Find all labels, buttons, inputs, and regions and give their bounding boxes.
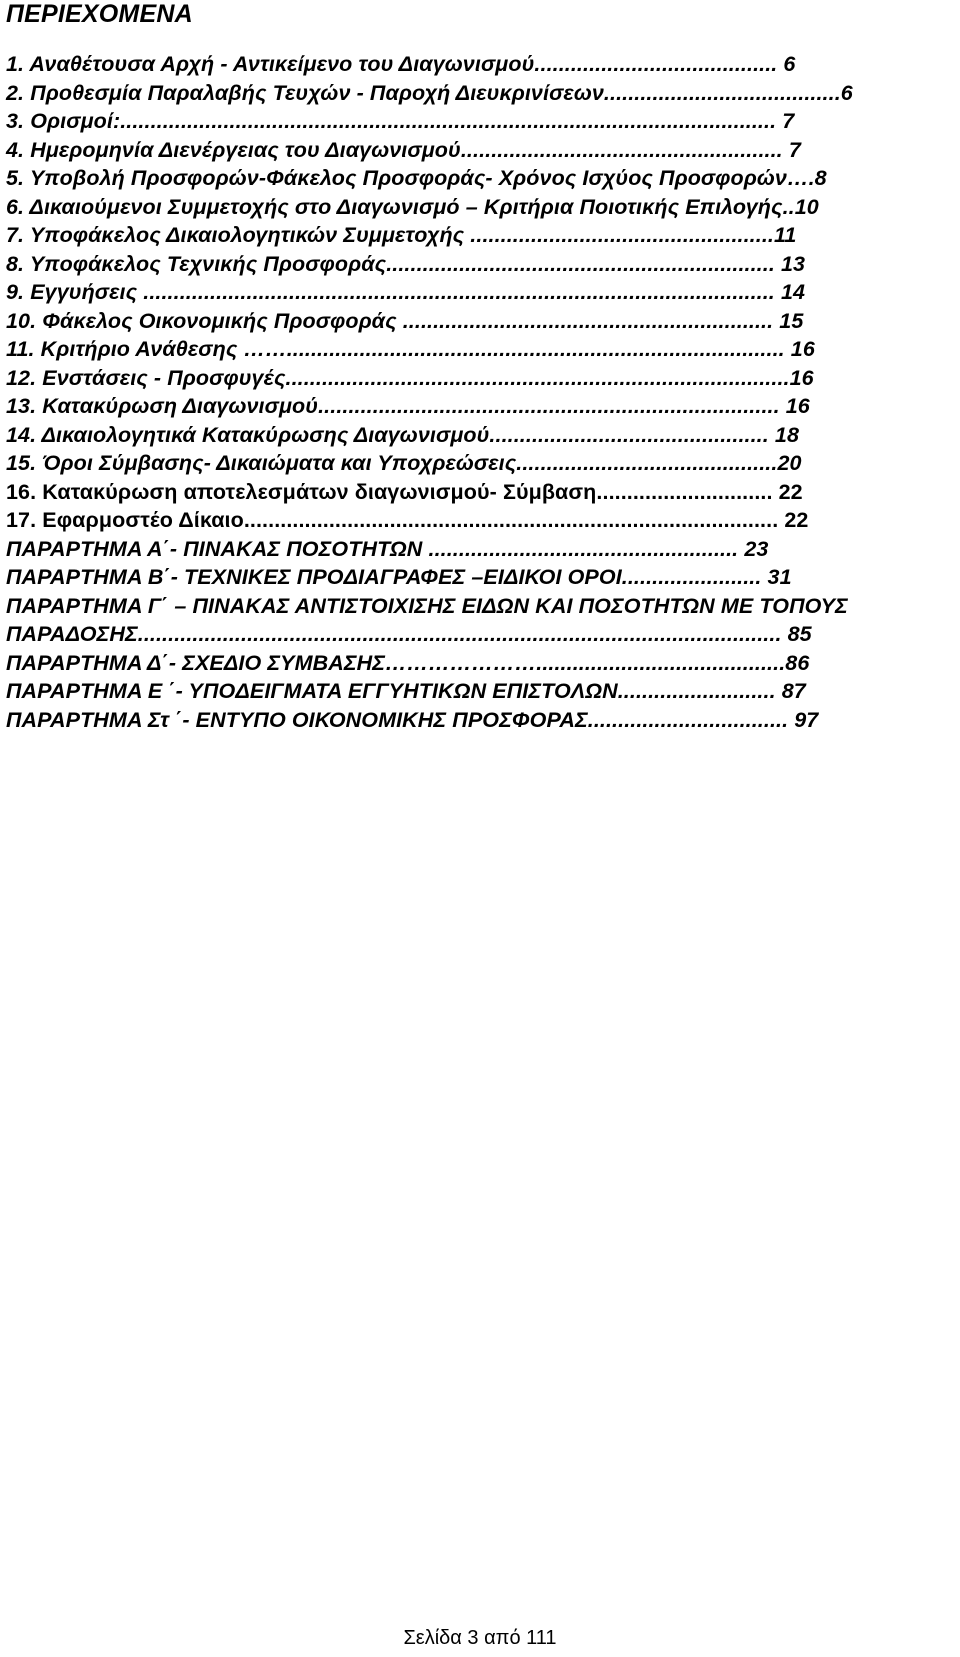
toc-entry[interactable] (6, 478, 946, 507)
toc-entry[interactable] (6, 421, 946, 450)
toc-entry[interactable] (6, 50, 946, 79)
toc-entry-text: ΠΑΡΑΡΤΗΜΑ Δ΄- ΣΧΕΔΙΟ ΣΥΜΒΑΣΗΣ………………….........................................86 (6, 650, 810, 675)
toc-entry[interactable] (6, 221, 946, 250)
toc-entry-text: 13. Κατακύρωση Διαγωνισμού............................................................................ 16 (6, 394, 810, 418)
toc-entry[interactable] (6, 620, 946, 649)
toc-entry[interactable] (6, 164, 946, 193)
toc-entry[interactable] (6, 506, 946, 535)
toc-entry-text: 1. Αναθέτουσα Αρχή - Αντικείμενο του Διαγωνισμού........................................ 6 (6, 52, 796, 76)
toc-entry[interactable] (6, 563, 946, 592)
page-footer: Σελίδα 3 από 111 (403, 1627, 557, 1649)
toc-entry-text: 14. Δικαιολογητικά Κατακύρωσης Διαγωνισμού.............................................. 18 (6, 422, 799, 447)
toc-entry-text: ΠΑΡΑΔΟΣΗΣ.......................................................................................................... 85 (6, 622, 812, 646)
toc-entry[interactable] (6, 649, 946, 678)
toc-entry-text: 16. Κατακύρωση αποτελεσμάτων διαγωνισμού- Σύμβαση............................. 22 (6, 479, 803, 504)
toc-entry-text: ΠΑΡΑΡΤΗΜΑ Β΄- ΤΕΧΝΙΚΕΣ ΠΡΟΔΙΑΓΡΑΦΕΣ –ΕΙΔΙΚΟΙ ΟΡΟΙ....................... 31 (6, 565, 792, 589)
toc-entry[interactable] (6, 278, 946, 307)
toc-entry-text: 3. Ορισμοί:............................................................................................................ 7 (6, 109, 795, 133)
toc-entry-text: ΠΑΡΑΡΤΗΜΑ Α΄- ΠΙΝΑΚΑΣ ΠΟΣΟΤΗΤΩΝ ................................................... 23 (6, 536, 769, 561)
toc-entry[interactable] (6, 193, 946, 222)
toc-entry[interactable] (6, 250, 946, 279)
toc-entry-text: 9. Εγγυήσεις ........................................................................................................ 14 (6, 280, 806, 304)
toc-entry-text: 11. Κριτήριο Ανάθεσης …….................................................................................. 16 (6, 337, 815, 361)
table-of-contents (6, 50, 946, 734)
toc-entry-text: 17. Εφαρμοστέο Δίκαιο........................................................................................ 22 (6, 508, 809, 532)
toc-entry[interactable] (6, 364, 946, 393)
toc-entry-text: 5. Υποβολή Προσφορών-Φάκελος Προσφοράς- Χρόνος Ισχύος Προσφορών….8 (6, 166, 827, 190)
toc-entry-text: 10. Φάκελος Οικονομικής Προσφοράς ............................................................. 15 (6, 308, 804, 333)
toc-entry-text: 12. Ενστάσεις - Προσφυγές...................................................................................16 (6, 365, 814, 390)
toc-entry[interactable] (6, 79, 946, 108)
toc-entry-text: ΠΑΡΑΡΤΗΜΑ Στ ΄- ΕΝΤΥΠΟ ΟΙΚΟΝΟΜΙΚΗΣ ΠΡΟΣΦΟΡΑΣ................................. 97 (6, 707, 819, 732)
toc-entry[interactable] (6, 107, 946, 136)
toc-entry[interactable] (6, 392, 946, 421)
toc-entry-text: ΠΑΡΑΡΤΗΜΑ Ε ΄- ΥΠΟΔΕΙΓΜΑΤΑ ΕΓΓΥΗΤΙΚΩΝ ΕΠΙΣΤΟΛΩΝ.......................... 87 (6, 679, 806, 703)
toc-entry-text: 6. Δικαιούμενοι Συμμετοχής στο Διαγωνισμό – Κριτήρια Ποιοτικής Επιλογής..10 (6, 194, 819, 219)
toc-entry-text: 2. Προθεσμία Παραλαβής Τευχών - Παροχή Διευκρινίσεων.......................................6 (6, 80, 853, 105)
toc-entry[interactable] (6, 677, 946, 706)
toc-entry[interactable] (6, 136, 946, 165)
toc-entry-text: ΠΑΡΑΡΤΗΜΑ Γ΄ – ΠΙΝΑΚΑΣ ΑΝΤΙΣΤΟΙΧΙΣΗΣ ΕΙΔΩΝ ΚΑΙ ΠΟΣΟΤΗΤΩΝ ΜΕ ΤΟΠΟΥΣ (6, 593, 848, 618)
toc-entry[interactable] (6, 449, 946, 478)
toc-entry-text: 15. Όροι Σύμβασης- Δικαιώματα και Υποχρεώσεις...........................................20 (6, 451, 802, 475)
toc-entry[interactable] (6, 307, 946, 336)
toc-entry-text: 4. Ημερομηνία Διενέργειας του Διαγωνισμού..................................................... 7 (6, 137, 801, 162)
toc-entry-text: 8. Υποφάκελος Τεχνικής Προσφοράς................................................................ 13 (6, 251, 806, 276)
page-title: ΠΕΡΙΕΧΟΜΕΝΑ (6, 0, 193, 28)
toc-entry-text: 7. Υποφάκελος Δικαιολογητικών Συμμετοχής ..................................................11 (6, 223, 797, 247)
toc-entry[interactable] (6, 535, 946, 564)
toc-entry[interactable] (6, 335, 946, 364)
toc-entry[interactable] (6, 592, 946, 621)
toc-entry[interactable] (6, 706, 946, 735)
